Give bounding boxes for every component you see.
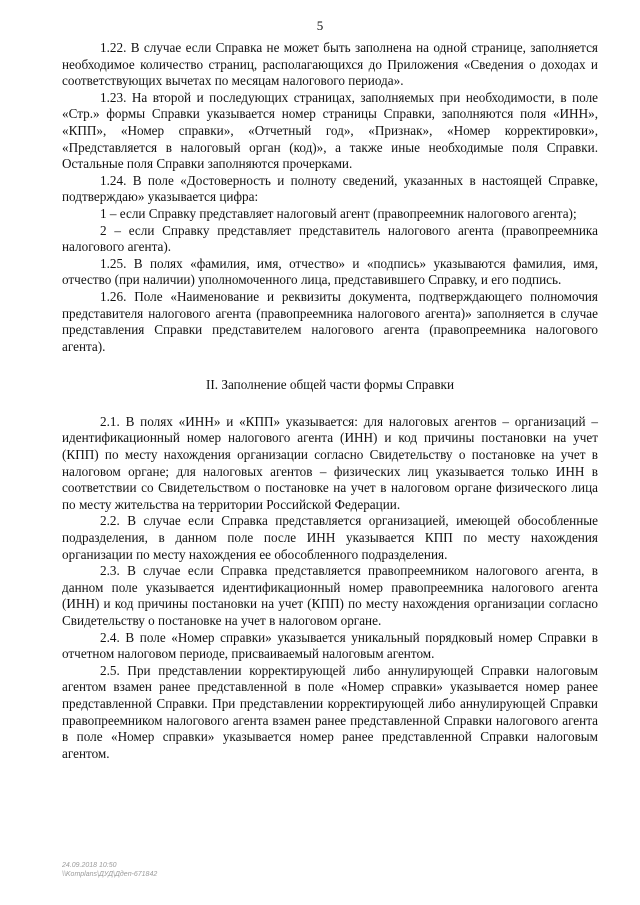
paragraph-1-24-option-2: 2 – если Справку представляет представитель налогового агента (правопреемника налогового агента). <box>62 222 598 255</box>
paragraph-2-1: 2.1. В полях «ИНН» и «КПП» указывается: для налоговых агентов – организаций – идентификационный номер налогового агента (ИНН) и код причины постановки на учет (КПП) по месту нахождения организации согласно Свидетельству о постановке на учет в налоговом органе; для налоговых агентов – физических лиц указывается только ИНН в соответствии со Свидетельством о постановке на учет в налоговом органе физического лица по месту жительства на территории Российской Федерации. <box>62 413 598 512</box>
footer-stamp <box>62 861 157 879</box>
paragraph-1-25: 1.25. В полях «фамилия, имя, отчество» и «подпись» указываются фамилия, имя, отчество (при наличии) уполномоченного лица, представившего Справку, и его подпись. <box>62 255 598 288</box>
paragraph-1-22: 1.22. В случае если Справка не может быть заполнена на одной странице, заполняется необходимое количество страниц, располагающихся до Приложения «Сведения о доходах и соответствующих вычетах по месяцам налогового периода». <box>62 40 598 89</box>
section-heading: II. Заполнение общей части формы Справки <box>205 377 455 393</box>
document-body <box>62 40 598 762</box>
paragraph-1-24-option-1: 1 – если Справку представляет налоговый агент (правопреемник налогового агента); <box>100 205 577 221</box>
page-number: 5 <box>316 18 324 33</box>
paragraph-2-4: 2.4. В поле «Номер справки» указывается уникальный порядковый номер Справки в отчетном налоговом периоде, присваиваемый налоговым агентом. <box>62 629 598 662</box>
footer-stamp-date: 24.09.2018 10:50 <box>62 862 117 869</box>
paragraph-2-5: 2.5. При представлении корректирующей либо аннулирующей Справки налоговым агентом взамен ранее представленной в поле «Номер справки» указывается номер ранее представленной Справки. При представлении корректирующей либо аннулирующей Справки правопреемником налогового агента взамен ранее представленной Справки налогового агента в поле «Номер справки» указывается номер ранее представленной Справки налоговым агентом. <box>62 662 598 761</box>
paragraph-2-2: 2.2. В случае если Справка представляется организацией, имеющей обособленные подразделения, в данном поле после ИНН указывается КПП по месту нахождения организации по месту нахождения ее обособленного подразделения. <box>62 513 598 562</box>
paragraph-1-26: 1.26. Поле «Наименование и реквизиты документа, подтверждающего полномочия представителя налогового агента (правопреемника налогового агента)» заполняется в случае представления Справки представителем налогового агента (правопреемника налогового агента). <box>62 288 598 354</box>
paragraph-1-24: 1.24. В поле «Достоверность и полноту сведений, указанных в настоящей Справке, подтверждаю» указывается цифра: <box>62 172 598 205</box>
paragraph-2-3: 2.3. В случае если Справка представляется правопреемником налогового агента, в данном поле указывается идентификационный номер правопреемника налогового агента (ИНН) и код причины постановки на учет (КПП) по месту нахождения организации согласно Свидетельству о постановке на учет в налоговом органе. <box>62 563 598 628</box>
paragraph-1-23: 1.23. На второй и последующих страницах, заполняемых при необходимости, в поле «Стр.» формы Справки указывается номер страницы Справки, заполняются поля «ИНН», «КПП», «Номер справки», «Отчетный год», «Признак», «Номер корректировки», «Представляется в налоговый орган (код)», а также иные необходимые поля Справки. Остальные поля Справки заполняются прочерками. <box>62 89 598 172</box>
footer-stamp-path: \\Komplans\ДУД\Ддеп-671842 <box>62 871 158 878</box>
